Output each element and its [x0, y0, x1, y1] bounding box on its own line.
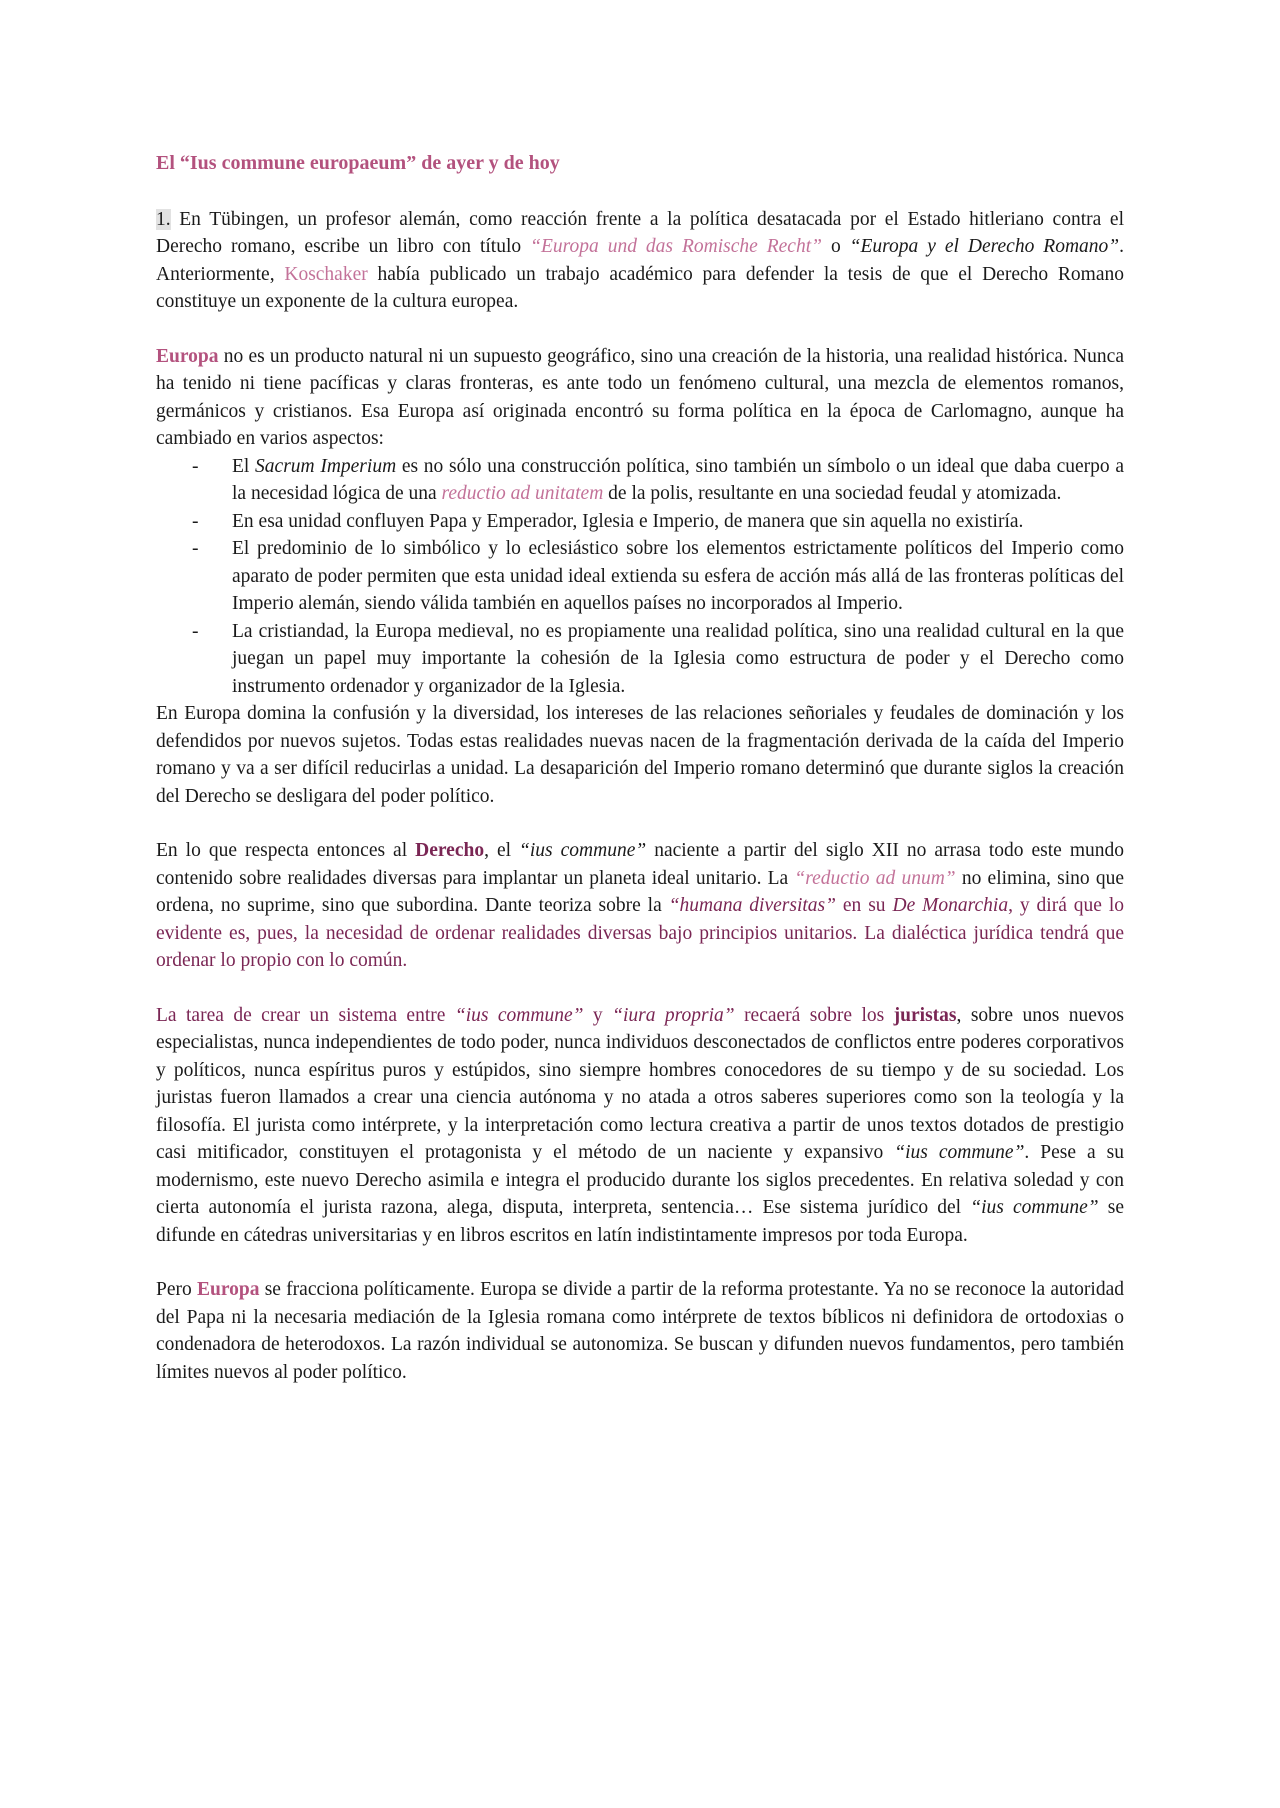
list-item: - En esa unidad confluyen Papa y Emperador, Iglesia e Imperio, de manera que sin aquella no existiría. — [232, 508, 1124, 536]
paragraph-1: 1. En Tübingen, un profesor alemán, como reacción frente a la política desatacada por el Estado hitleriano contra el Derecho romano, escribe un libro con título “Europa und das Romische Recht” o “Europa y el Derecho Romano”. Anteriormente, Koschaker había publicado un trabajo académico para defender la tesis de que el Derecho Romano constituye un exponente de la cultura europea. — [156, 208, 1125, 312]
paragraph-3: En Europa domina la confusión y la diversidad, los intereses de las relaciones señoriales y feudales de dominación y los defendidos por nuevos sujetos. Todas estas realidades nuevas nacen de la fragmentación derivada de la caída del Imperio romano y va a ser difícil reducirlas a unidad. La desaparición del Imperio romano determinó que durante siglos la creación del Derecho se desligara del poder político. — [156, 703, 1124, 807]
paragraph-2: Europa no es un producto natural ni un supuesto geográfico, sino una creación de la historia, una realidad histórica. Nunca ha tenido ni tiene pacíficas y claras fronteras, es ante todo un fenómeno cultural, una mezcla de elementos romanos, germánicos y cristianos. Esa Europa así originada encontró su forma política en la época de Carlomagno, aunque ha cambiado en varios aspectos: — [156, 345, 1124, 449]
list-item: - El predominio de lo simbólico y lo eclesiástico sobre los elementos estrictamente políticos del Imperio como aparato de poder permiten que esta unidad ideal extienda su esfera de acción más allá de las fronteras políticas del Imperio alemán, siendo válida también en aquellos países no incorporados al Imperio. — [232, 535, 1124, 618]
aspects-list — [156, 453, 1124, 701]
paragraph-5: La tarea de crear un sistema entre “ius commune” y “iura propria” recaerá sobre los juristas, sobre unos nuevos especialistas, nunca independientes de todo poder, nunca individuos desconectados de conflictos entre poderes corporativos y políticos, nunca espíritus puros y estúpidos, sino siempre hombres conocedores de su tiempo y de su sociedad. Los juristas fueron llamados a crear una ciencia autónoma y no atada a otros saberes superiores como son la teología y la filosofía. El jurista como intérprete, y la interpretación como lectura creativa a partir de unos textos dotados de prestigio casi mitificador, constituyen el protagonista y el método de un naciente y expansivo “ius commune”. Pese a su modernismo, este nuevo Derecho asimila e integra el producido durante los siglos precedentes. En relativa soledad y con cierta autonomía el jurista razona, alega, disputa, interpreta, sentencia… Ese sistema jurídico del “ius commune” se difunde en cátedras universitarias y en libros escritos en latín indistintamente impresos por toda Europa. — [156, 1004, 1125, 1246]
author-name: Koschaker — [284, 263, 368, 285]
keyword-europa: Europa — [196, 1279, 260, 1300]
keyword-derecho: Derecho — [415, 840, 485, 861]
document-title: El “Ius commune europaeum” de ayer y de hoy — [156, 152, 560, 174]
document-page — [156, 150, 1124, 1386]
list-item: - La cristiandad, la Europa medieval, no es propiamente una realidad política, sino una realidad cultural en la que juegan un papel muy importante la cohesión de la Iglesia como estructura de poder y el Derecho como instrumento ordenador y organizador de la Iglesia. — [232, 618, 1124, 701]
keyword-europa: Europa — [156, 345, 219, 367]
paragraph-6: Pero Europa se fracciona políticamente. Europa se divide a partir de la reforma protestante. Ya no se reconoce la autoridad del Papa ni la necesaria mediación de la Iglesia romana como intérprete de textos bíblicos ni definidora de ortodoxias o condenadora de heterodoxos. La razón individual se autonomiza. Se buscan y difunden nuevos fundamentos, pero también límites nuevos al poder político. — [156, 1279, 1124, 1383]
paragraph-4: En lo que respecta entonces al Derecho, el “ius commune” naciente a partir del siglo XII no arrasa todo este mundo contenido sobre realidades diversas para implantar un planeta ideal unitario. La “reductio ad unum” no elimina, sino que ordena, no suprime, sino que subordina. Dante teoriza sobre la “humana diversitas” en su De Monarchia, y dirá que lo evidente es, pues, la necesidad de ordenar realidades diversas bajo principios unitarios. La dialéctica jurídica tendrá que ordenar lo propio con lo común. — [156, 840, 1125, 971]
book-title-spanish: “Europa y el Derecho Romano” — [849, 236, 1120, 257]
list-item: - El Sacrum Imperium es no sólo una construcción política, sino también un símbolo o un ideal que daba cuerpo a la necesidad lógica de una reductio ad unitatem de la polis, resultante en una sociedad feudal y atomizada. — [232, 453, 1124, 508]
book-title-german: “Europa und das Romische Recht” — [530, 236, 822, 257]
section-number: 1. — [156, 208, 171, 230]
keyword-juristas: juristas — [893, 1004, 957, 1026]
